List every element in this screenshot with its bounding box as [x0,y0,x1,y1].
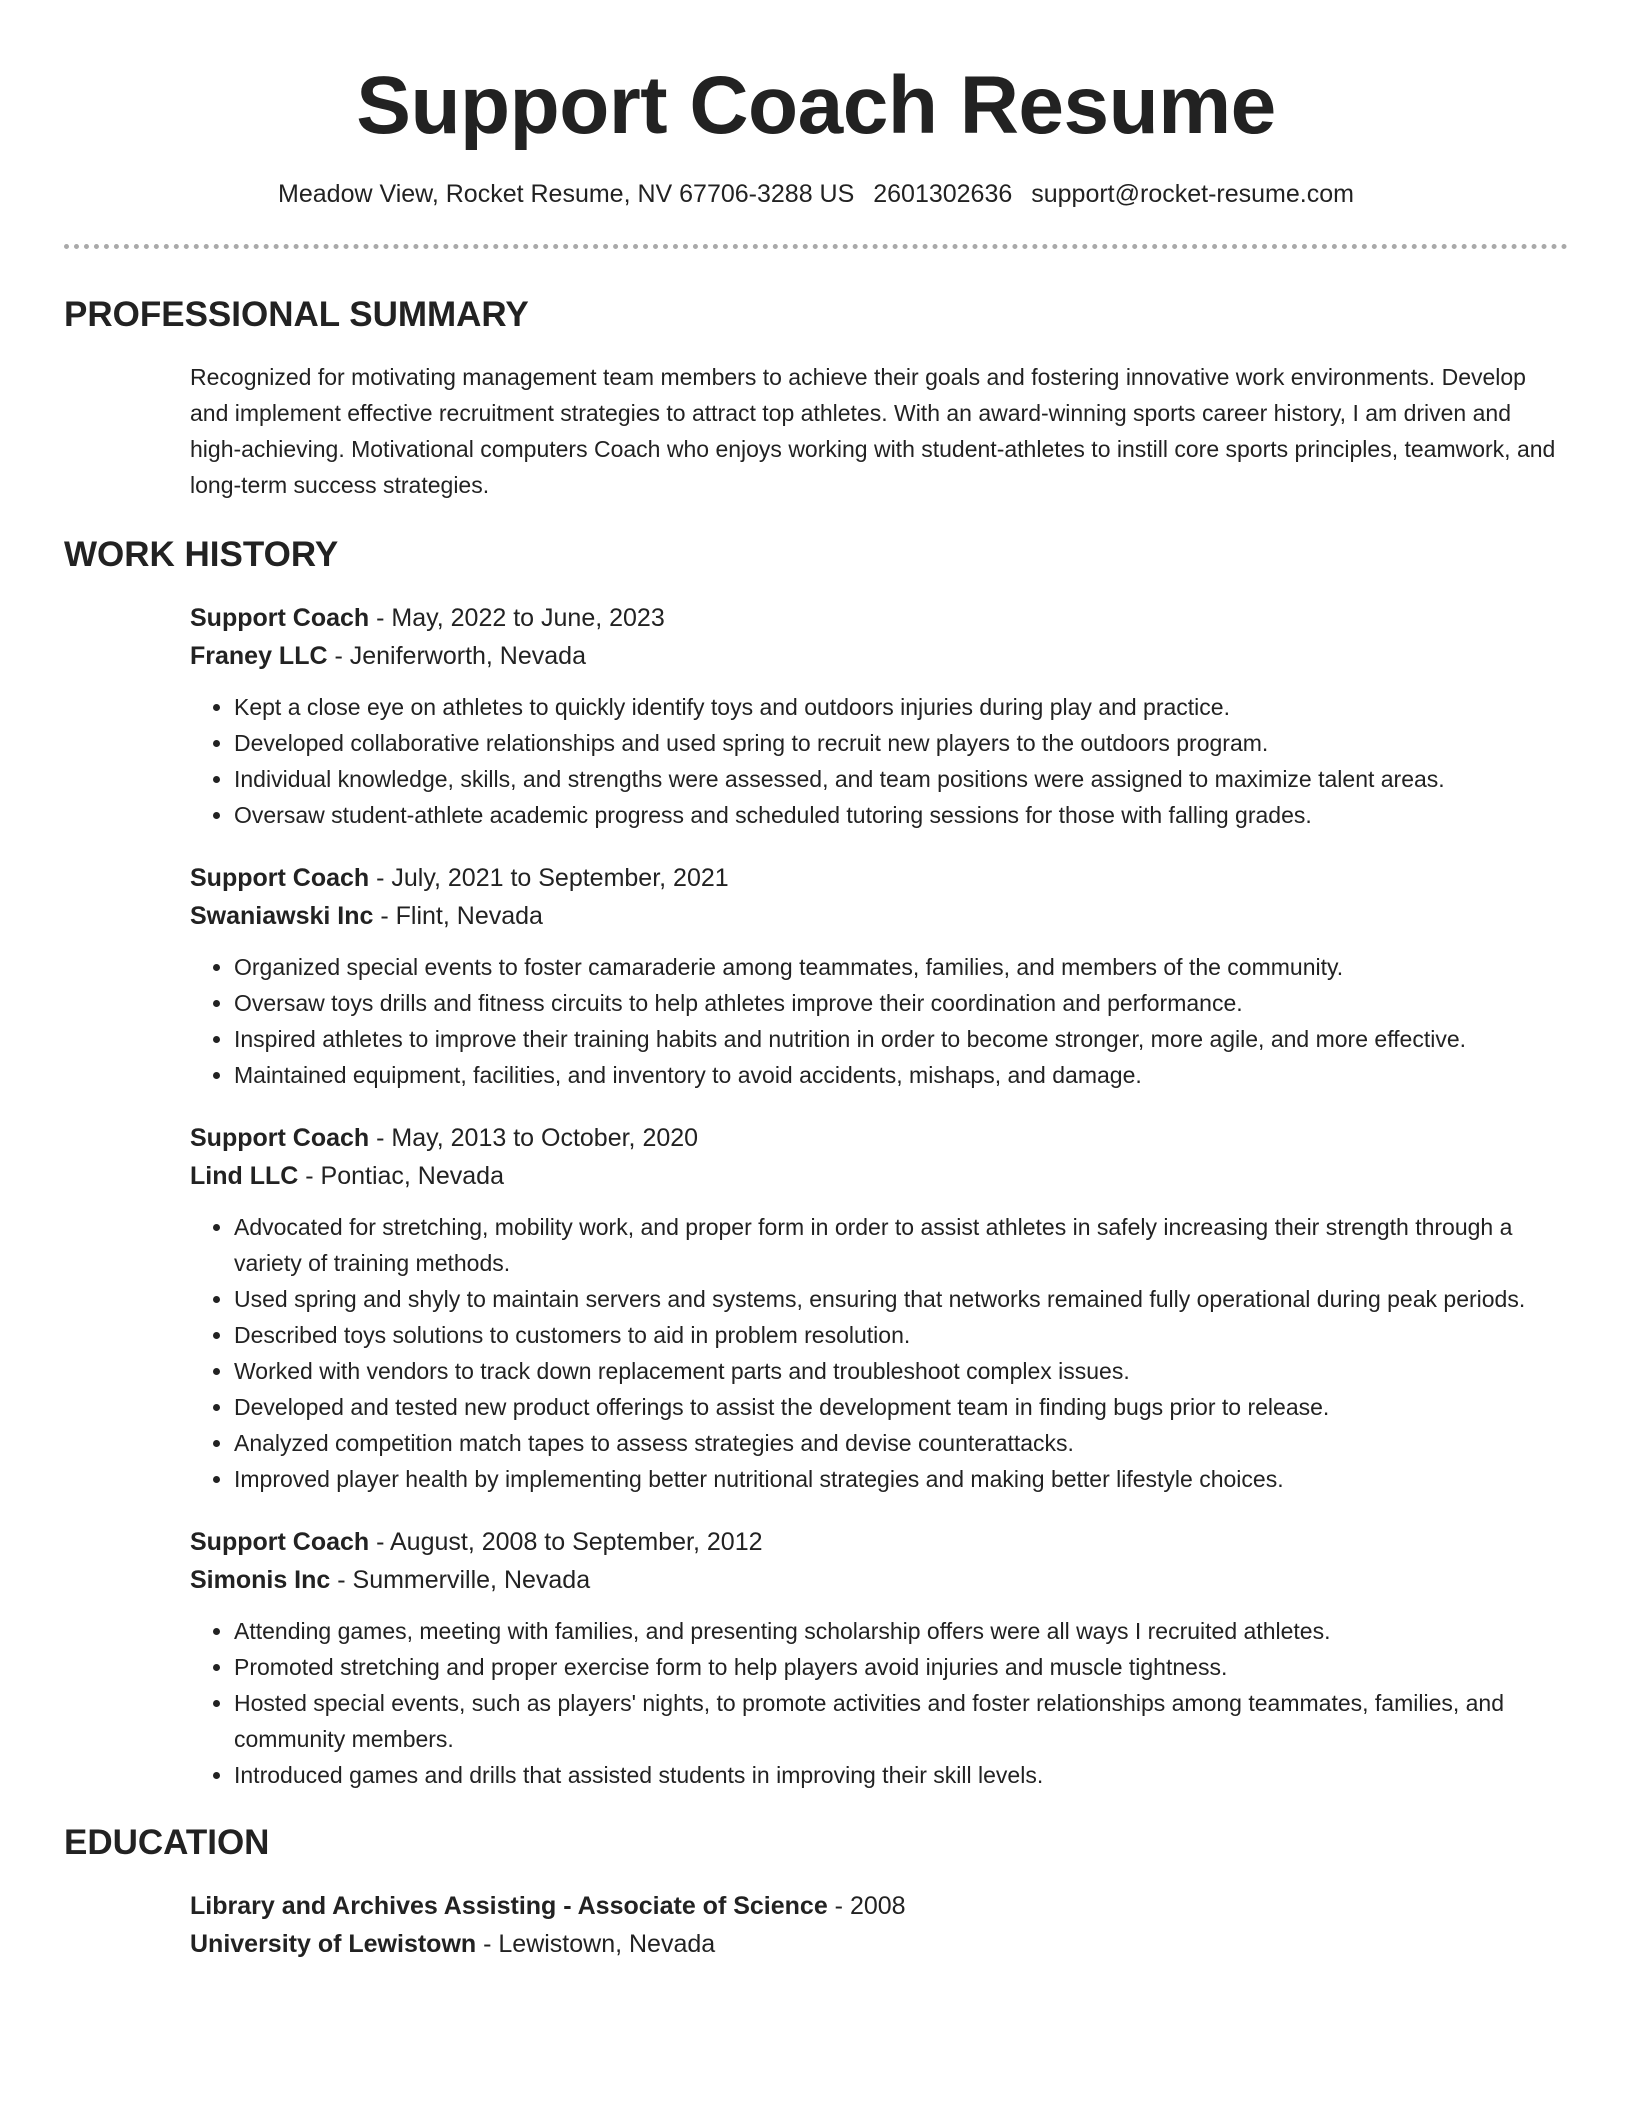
job-bullet: • Inspired athletes to improve their training habits and nutrition in order to become stronger, more agile, and more effective. [234,1021,1568,1057]
job-bullet-list [190,949,1568,1093]
job-entry [190,1523,1568,1793]
education-heading: EDUCATION [64,1823,270,1862]
job-company: Franey LLC [190,642,328,670]
job-bullet: • Developed and tested new product offerings to assist the development team in finding bugs prior to release. [234,1389,1568,1425]
job-bullet: • Used spring and shyly to maintain servers and systems, ensuring that networks remained fully operational during peak periods. [234,1281,1568,1317]
job-dates: - July, 2021 to September, 2021 [369,864,729,892]
job-location: - Pontiac, Nevada [298,1162,504,1190]
header-divider [64,244,1568,249]
education-school-line [190,1925,1568,1963]
job-bullet: • Maintained equipment, facilities, and inventory to avoid accidents, mishaps, and damage. [234,1057,1568,1093]
contact-email: support@rocket-resume.com [1031,180,1354,208]
job-title-line [190,859,1568,897]
summary-text: Recognized for motivating management team members to achieve their goals and fostering innovative work environments. Develop and implement effective recruitment strategies to attract top athletes. With an award-winning sports career history, I am driven and high-achieving. Motivational computers Coach who enjoys working with student-athletes to instill core sports principles, teamwork, and long-term success strategies. [190,364,1556,498]
contact-phone: 2601302636 [873,180,1013,208]
job-company-line [190,1561,1568,1599]
job-bullet: • Advocated for stretching, mobility work, and proper form in order to assist athletes in safely increasing their strength through a variety of training methods. [234,1209,1568,1281]
job-bullet: • Improved player health by implementing better nutritional strategies and making better lifestyle choices. [234,1461,1568,1497]
job-bullet: • Individual knowledge, skills, and strengths were assessed, and team positions were assigned to maximize talent areas. [234,761,1568,797]
job-bullet: • Organized special events to foster camaraderie among teammates, families, and members of the community. [234,949,1568,985]
job-company: Lind LLC [190,1162,299,1190]
job-title-line [190,599,1568,637]
job-company: Simonis Inc [190,1566,331,1594]
job-company-line [190,637,1568,675]
job-title: Support Coach [190,604,370,632]
job-bullet: • Oversaw student-athlete academic progress and scheduled tutoring sessions for those with falling grades. [234,797,1568,833]
contact-address: Meadow View, Rocket Resume, NV 67706-3288 US [278,180,855,208]
job-entry [190,599,1568,833]
job-entry [190,859,1568,1093]
job-bullet: • Analyzed competition match tapes to assess strategies and devise counterattacks. [234,1425,1568,1461]
job-bullet: • Developed collaborative relationships and used spring to recruit new players to the outdoors program. [234,725,1568,761]
job-title: Support Coach [190,1124,370,1152]
job-dates: - May, 2013 to October, 2020 [369,1124,699,1152]
summary-heading: PROFESSIONAL SUMMARY [64,295,529,334]
job-entry [190,1119,1568,1497]
job-bullet: • Hosted special events, such as players' nights, to promote activities and foster relationships among teammates, families, and community members. [234,1685,1568,1757]
work-history-heading: WORK HISTORY [64,535,339,574]
job-bullet: • Introduced games and drills that assisted students in improving their skill levels. [234,1757,1568,1793]
job-dates: - May, 2022 to June, 2023 [369,604,665,632]
resume-title: Support Coach Resume [356,60,1276,151]
job-location: - Jeniferworth, Nevada [327,642,586,670]
education-entry [190,1887,1568,1963]
job-title-line [190,1523,1568,1561]
job-company: Swaniawski Inc [190,902,374,930]
job-bullet: • Attending games, meeting with families, and presenting scholarship offers were all ways I recruited athletes. [234,1613,1568,1649]
job-company-line [190,1157,1568,1195]
job-location: - Flint, Nevada [373,902,543,930]
education-degree: Library and Archives Assisting - Associate of Science [190,1892,828,1920]
job-bullet: • Promoted stretching and proper exercise form to help players avoid injuries and muscle tightness. [234,1649,1568,1685]
job-bullet-list [190,1613,1568,1793]
job-bullet: • Worked with vendors to track down replacement parts and troubleshoot complex issues. [234,1353,1568,1389]
education-degree-line [190,1887,1568,1925]
job-bullet: • Described toys solutions to customers to aid in problem resolution. [234,1317,1568,1353]
education-location: - Lewistown, Nevada [476,1930,716,1958]
job-title: Support Coach [190,864,370,892]
job-title: Support Coach [190,1528,370,1556]
job-bullet-list [190,1209,1568,1497]
contact-line [64,178,1568,210]
education-school: University of Lewistown [190,1930,477,1958]
job-bullet: • Oversaw toys drills and fitness circuits to help athletes improve their coordination and performance. [234,985,1568,1021]
education-year: - 2008 [827,1892,906,1920]
job-bullet: • Kept a close eye on athletes to quickly identify toys and outdoors injuries during play and practice. [234,689,1568,725]
job-location: - Summerville, Nevada [330,1566,591,1594]
job-company-line [190,897,1568,935]
job-title-line [190,1119,1568,1157]
job-bullet-list [190,689,1568,833]
job-dates: - August, 2008 to September, 2012 [369,1528,763,1556]
